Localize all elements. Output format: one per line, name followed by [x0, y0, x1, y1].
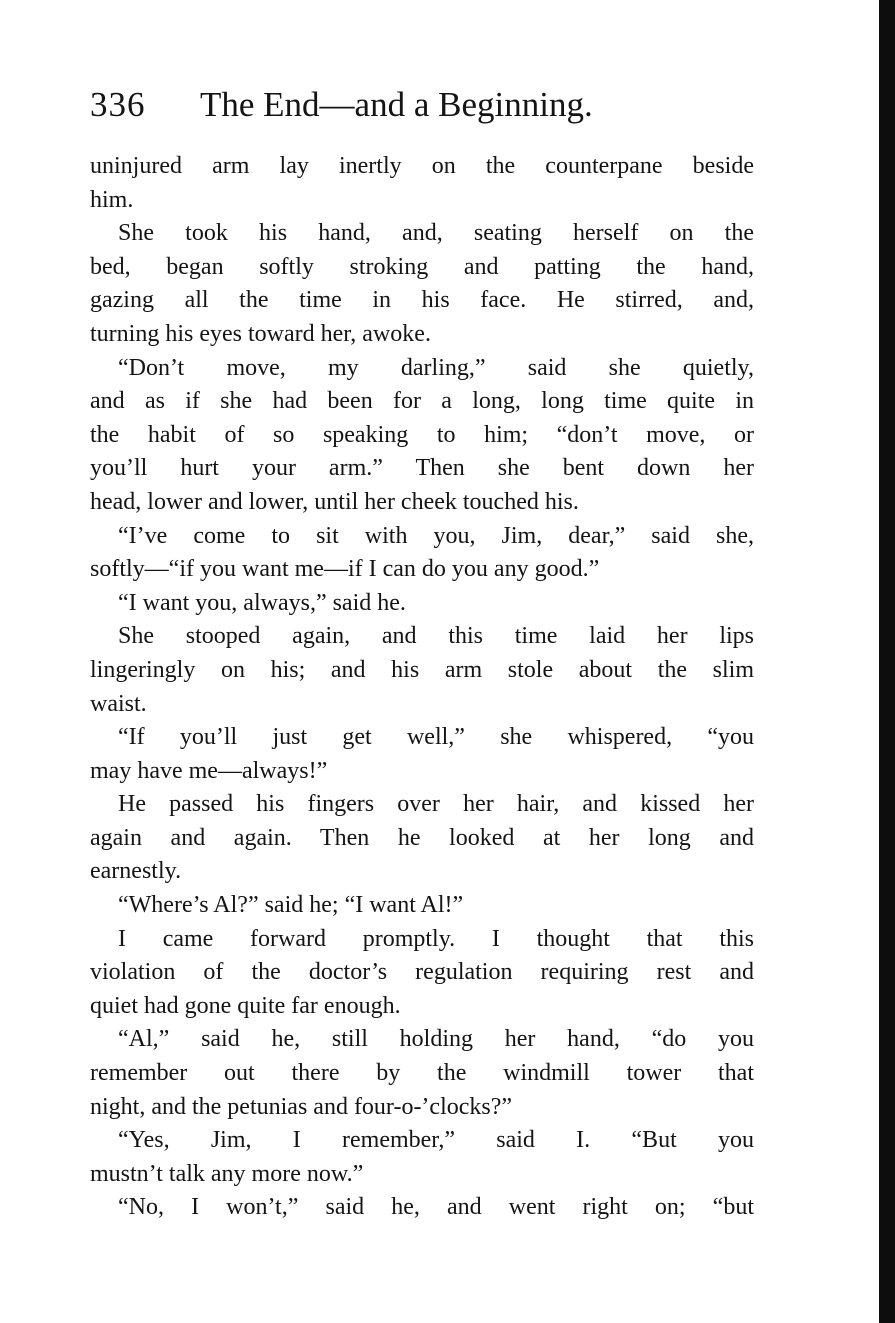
text-line: the habit of so speaking to him; “don’t move, or — [90, 421, 754, 448]
text-line: softly—“if you want me—if I can do you any good.” — [90, 556, 600, 583]
text-line: and as if she had been for a long, long time quite in — [90, 388, 754, 415]
running-head — [90, 80, 770, 130]
text-line: night, and the petunias and four-o-’clocks?” — [90, 1093, 513, 1120]
text-line: I came forward promptly. I thought that this — [118, 925, 754, 952]
text-line: again and again. Then he looked at her long and — [90, 824, 754, 851]
text-line: “Where’s Al?” said he; “I want Al!” — [118, 892, 464, 919]
text-line: “I’ve come to sit with you, Jim, dear,” said she, — [118, 522, 754, 549]
text-line: quiet had gone quite far enough. — [90, 992, 401, 1019]
text-line: lingeringly on his; and his arm stole about the slim — [90, 656, 754, 683]
text-line: “If you’ll just get well,” she whispered, “you — [118, 724, 754, 751]
body-text — [90, 150, 754, 1225]
text-line: uninjured arm lay inertly on the counterpane beside — [90, 153, 754, 179]
text-line: head, lower and lower, until her cheek touched his. — [90, 488, 579, 515]
text-line: gazing all the time in his face. He stirred, and, — [90, 287, 754, 314]
text-line: “Don’t move, my darling,” said she quietly, — [118, 354, 754, 381]
page-edge-shadow — [879, 0, 895, 1323]
text-line: “Al,” said he, still holding her hand, “do you — [118, 1026, 754, 1053]
text-line: violation of the doctor’s regulation requiring rest and — [90, 959, 754, 986]
text-line: “Yes, Jim, I remember,” said I. “But you — [118, 1127, 754, 1154]
text-line: remember out there by the windmill tower that — [90, 1060, 754, 1087]
text-line: earnestly. — [90, 858, 182, 885]
text-line: waist. — [90, 690, 147, 717]
page-number: 336 — [90, 85, 146, 124]
text-line: “I want you, always,” said he. — [118, 589, 406, 616]
text-line: She took his hand, and, seating herself on the — [118, 220, 754, 247]
text-line: He passed his fingers over her hair, and kissed her — [118, 791, 754, 818]
text-line: you’ll hurt your arm.” Then she bent down her — [90, 455, 754, 482]
text-line: turning his eyes toward her, awoke. — [90, 320, 431, 347]
text-line: bed, began softly stroking and patting the hand, — [90, 253, 754, 280]
text-line: She stooped again, and this time laid her lips — [118, 623, 754, 650]
text-line: mustn’t talk any more now.” — [90, 1160, 364, 1187]
text-line: him. — [90, 186, 134, 213]
text-line: “No, I won’t,” said he, and went right on; “but — [118, 1194, 754, 1221]
text-line: may have me—always!” — [90, 757, 328, 784]
running-title: The End—and a Beginning. — [200, 85, 593, 124]
